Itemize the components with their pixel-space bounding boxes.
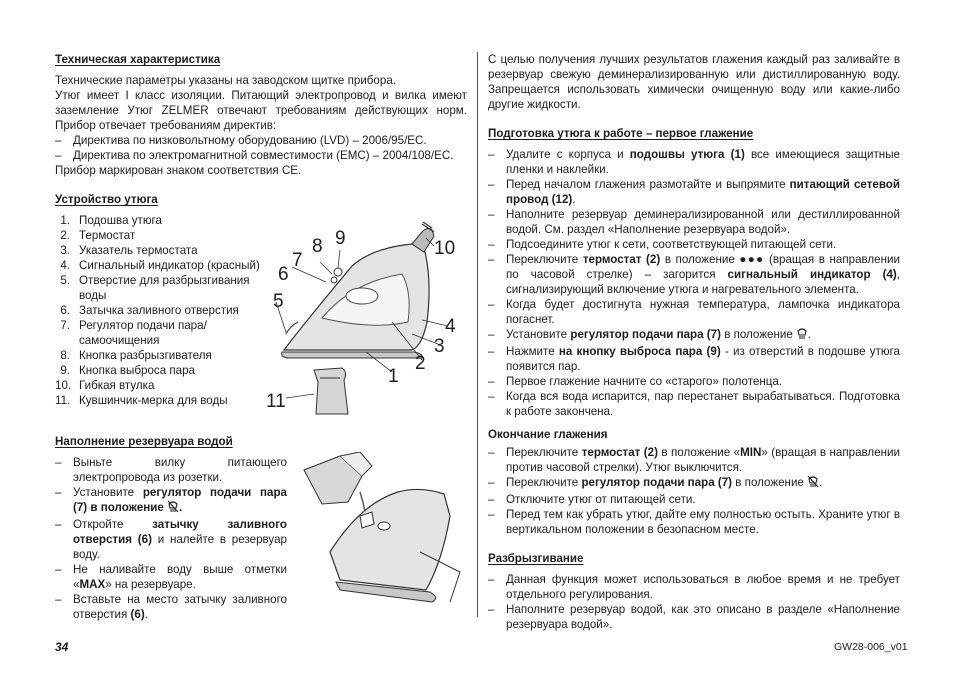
fill-item: – Выньте вилку питающего электропровода из розетки.: [55, 455, 287, 485]
spray-item: – Данная функция может использоваться в любое время и не требует отдельного регулирования.: [488, 572, 900, 602]
callout-11: 11: [266, 391, 286, 412]
prep-item: – Первое глажение начните со «старого» полотенца.: [488, 374, 900, 389]
prep-item: – Переключите термостат (2) в положение ●●● (вращая в направлении по часовой стрелке) – загорится сигнальный индикатор (4), сигнализирующий включение утюга и нагревательного элемента.: [488, 252, 900, 297]
part-item: 7. Регулятор подачи пара/самоочищения: [60, 319, 207, 347]
prep-title: Подготовка утюга к работе – первое глажение: [488, 127, 754, 140]
callout-6: 6: [278, 264, 289, 285]
prep-item: – Когда вся вода испарится, пар перестанет вырабатываться. Подготовка к работе закончена.: [488, 389, 900, 419]
intro-paragraph: С целью получения лучших результатов глажения каждый раз заливайте в резервуар свежую деминерализированную или дистиллированную воду. Запрещается использовать химически очищенную воду или какие-либо другие жидкости.: [488, 53, 900, 111]
end-item: – Переключите регулятор подачи пара (7) в положение .: [488, 475, 900, 492]
callout-9: 9: [335, 228, 346, 249]
spray-list: [488, 572, 900, 632]
prep-item: – Установите регулятор подачи пара (7) в положение .: [488, 327, 900, 344]
fill-item: – Установите регулятор подачи пара (7) в положение .: [55, 485, 287, 517]
prep-item: – Подсоедините утюг к сети, соответствующей питающей сети.: [488, 237, 900, 252]
part-item: 11. Кувшинчик-мерка для воды: [55, 394, 228, 407]
iron-parts-drawing: [262, 222, 467, 417]
end-list: [488, 445, 900, 537]
callout-7: 7: [292, 250, 303, 271]
iron-fill-diagram: [300, 452, 472, 620]
prep-item: – Перед началом глажения размотайте и выпрямите питающий сетевой провод (12).: [488, 177, 900, 207]
part-item: 3. Указатель термостата: [60, 244, 198, 257]
prep-item: – Когда будет достигнута нужная температура, лампочка индикатора погаснет.: [488, 297, 900, 327]
right-column: [488, 52, 900, 632]
page-number: 34: [55, 640, 69, 654]
part-item: 10. Гибкая втулка: [55, 379, 155, 392]
steam-on-icon: [796, 327, 808, 344]
fill-item: – Не наливайте воду выше отметки «MAX» на резервуаре.: [55, 562, 287, 592]
tech-title: Техническая характеристика: [55, 53, 221, 66]
fill-item: – Откройте затычку заливного отверстия (6) и налейте в резервуар воду.: [55, 517, 287, 562]
callout-1: 1: [388, 366, 399, 387]
directive-item: – Директива по низковольтному оборудованию (LVD) – 2006/95/EC.: [55, 133, 467, 148]
callout-5: 5: [273, 291, 284, 312]
tech-p3: Прибор маркирован знаком соответствия CE.: [55, 164, 302, 177]
tech-p2: Утюг имеет I класс изоляции. Питающий электропровод и вилка имеют заземление Утюг ZELMER отвечают требованиям действующих норм. Прибор отвечает требованиям директив:: [55, 89, 467, 132]
device-title: Устройство утюга: [55, 193, 158, 206]
prep-item: – Наполните резервуар деминерализированной или дестиллированной водой. См. раздел «Наполнение резервуара водой».: [488, 207, 900, 237]
iron-fill-drawing: [300, 452, 472, 620]
parts-list: [55, 213, 267, 408]
steam-off-icon: [167, 500, 179, 517]
prep-item: – Нажмите на кнопку выброса пара (9) - из отверстий в подошве утюга появится пар.: [488, 344, 900, 374]
column-divider: [477, 52, 478, 617]
part-item: 9. Кнопка выброса пара: [60, 364, 195, 377]
callout-4: 4: [445, 316, 456, 337]
callout-2: 2: [415, 353, 426, 374]
fill-iron-body: [330, 489, 450, 590]
part-item: 6. Затычка заливного отверстия: [60, 304, 239, 317]
tech-p1: Технические параметры указаны на заводском щитке прибора.: [55, 74, 396, 87]
iron-parts-diagram: [262, 222, 467, 417]
part-item: 2. Термостат: [60, 229, 136, 242]
part-item: 4. Сигнальный индикатор (красный): [60, 259, 260, 272]
document-code: GW28-006_v01: [834, 641, 908, 653]
spray-title: Разбрызгивание: [488, 552, 584, 565]
callout-10: 10: [434, 238, 456, 259]
fill-item: – Вставьте на место затычку заливного отверстия (6).: [55, 592, 287, 622]
part-item: 1. Подошва утюга: [60, 214, 162, 227]
fill-list: [55, 455, 287, 622]
measuring-jug: [314, 368, 348, 414]
directives-list: [55, 133, 467, 163]
fill-title: Наполнение резервуара водой: [55, 435, 233, 448]
prep-list: [488, 147, 900, 419]
callout-3: 3: [434, 336, 445, 357]
spray-item: – Наполните резервуар водой, как это описано в разделе «Наполнение резервуара водой».: [488, 602, 900, 632]
end-item: – Переключите термостат (2) в положение «MIN» (вращая в направлении против часовой стрелки). Утюг выключится.: [488, 445, 900, 475]
iron-soleplate: [282, 352, 423, 358]
part-item: 5. Отверстие для разбрызгивания воды: [60, 274, 250, 302]
end-title: Окончание глажения: [488, 428, 608, 441]
steam-off-icon: [807, 475, 819, 492]
prep-item: – Удалите с корпуса и подошвы утюга (1) все имеющиеся защитные пленки и наклейки.: [488, 147, 900, 177]
end-item: – Перед тем как убрать утюг, дайте ему полностью остыть. Храните утюг в вертикальном положении в безопасном месте.: [488, 507, 900, 537]
part-item: 8. Кнопка разбрызгивателя: [60, 349, 212, 362]
directive-item: – Директива по электромагнитной совместимости (EMC) – 2004/108/EC.: [55, 148, 467, 163]
callout-8: 8: [312, 236, 323, 257]
end-item: – Отключите утюг от питающей сети.: [488, 492, 900, 507]
